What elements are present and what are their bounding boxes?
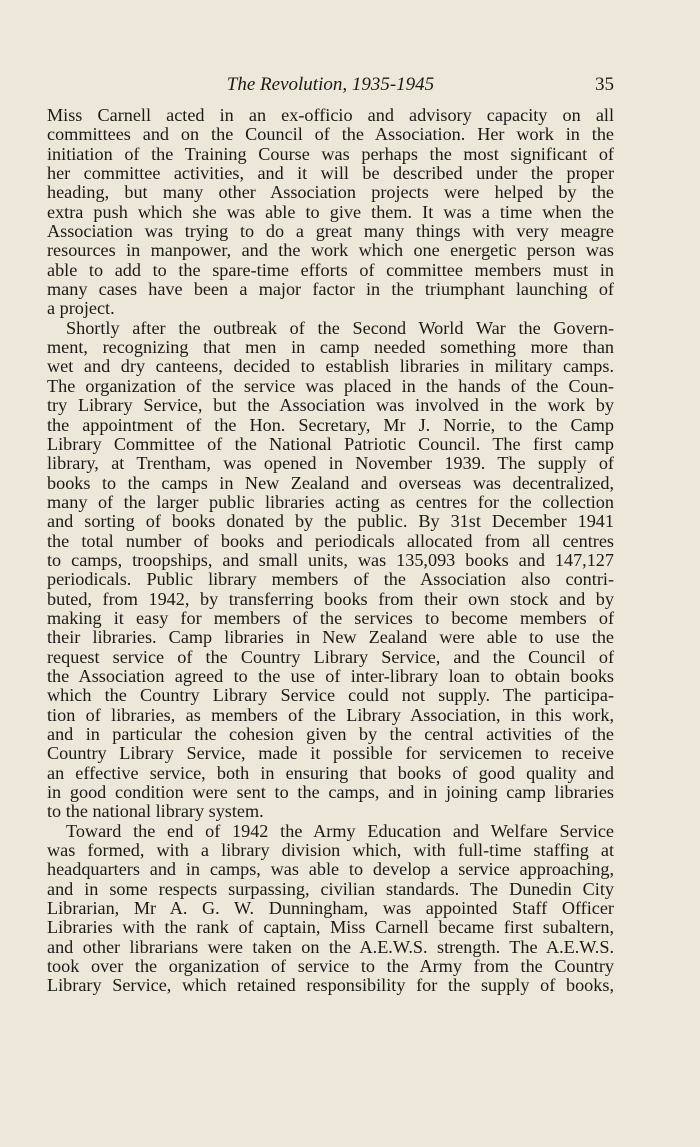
- text-line: buted, from 1942, by transferring books from their own stock and by: [47, 588, 614, 609]
- text-line: extra push which she was able to give them. It was a time when the: [47, 201, 614, 222]
- text-line-paragraph-start: Shortly after the outbreak of the Second World War the Govern-: [66, 317, 614, 338]
- text-line: and sorting of books donated by the public. By 31st December 1941: [47, 511, 614, 532]
- text-line: and in particular the cohesion given by the central activities of the: [47, 724, 614, 744]
- text-line: committees and on the Council of the Association. Her work in the: [47, 124, 614, 145]
- running-title: The Revolution, 1935-1945: [226, 74, 435, 95]
- text-line: an effective service, both in ensuring that books of good quality and: [47, 762, 614, 783]
- text-line: request service of the Country Library Service, and the Council of: [47, 646, 614, 667]
- text-line: took over the organization of service to the Army from the Country: [47, 956, 614, 977]
- text-line: Library Service, which retained responsibility for the supply of books,: [47, 975, 614, 996]
- text-line: Association was trying to do a great many things with very meagre: [47, 221, 614, 242]
- text-line: headquarters and in camps, was able to develop a service approaching,: [47, 859, 614, 880]
- text-line: in good condition were sent to the camps, and in joining camp libraries: [47, 782, 614, 803]
- text-line: her committee activities, and it will be described under the proper: [47, 163, 614, 184]
- text-line: many of the larger public libraries acting as centres for the collection: [47, 491, 614, 512]
- text-line: heading, but many other Association projects were helped by the: [47, 182, 614, 203]
- text-line: to camps, troopships, and small units, was 135,093 books and 147,127: [47, 549, 614, 570]
- text-line: was formed, with a library division which, with full-time staffing at: [47, 840, 614, 861]
- text-line: periodicals. Public library members of the Association also contri-: [47, 569, 614, 590]
- text-line-paragraph-end: a project.: [47, 298, 115, 319]
- text-line: the appointment of the Hon. Secretary, Mr J. Norrie, to the Camp: [47, 414, 614, 435]
- text-line: and in some respects surpassing, civilian standards. The Dunedin City: [47, 878, 614, 899]
- text-line: ment, recognizing that men in camp needed something more than: [47, 337, 614, 358]
- page-number: 35: [595, 74, 614, 95]
- text-line: their libraries. Camp libraries in New Zealand were able to use the: [47, 627, 614, 648]
- text-line: able to add to the spare-time efforts of committee members must in: [47, 259, 614, 280]
- text-line: the total number of books and periodicals allocated from all centres: [47, 530, 614, 551]
- text-line: Country Library Service, made it possible for servicemen to receive: [47, 743, 614, 764]
- text-line: books to the camps in New Zealand and overseas was decentralized,: [47, 472, 614, 493]
- text-line: Librarian, Mr A. G. W. Dunningham, was appointed Staff Officer: [47, 898, 614, 919]
- text-line: try Library Service, but the Association was involved in the work by: [47, 395, 614, 416]
- text-line: many cases have been a major factor in the triumphant launching of: [47, 279, 614, 300]
- text-line: Libraries with the rank of captain, Miss Carnell became first subaltern,: [47, 917, 614, 938]
- text-line: and other librarians were taken on the A.E.W.S. strength. The A.E.W.S.: [47, 936, 614, 957]
- text-line: The organization of the service was placed in the hands of the Coun-: [47, 375, 614, 396]
- text-line: making it easy for members of the services to become members of: [47, 607, 614, 628]
- running-head: [47, 73, 614, 97]
- text-line: library, at Trentham, was opened in November 1939. The supply of: [47, 453, 614, 474]
- text-line: resources in manpower, and the work which one energetic person was: [47, 240, 614, 261]
- text-line: Library Committee of the National Patriotic Council. The first camp: [47, 433, 614, 454]
- text-line: wet and dry canteens, decided to establish libraries in military camps.: [47, 356, 614, 377]
- text-line: tion of libraries, as members of the Library Association, in this work,: [47, 704, 614, 725]
- text-line: Miss Carnell acted in an ex-officio and advisory capacity on all: [47, 105, 614, 125]
- body-text: [47, 106, 614, 996]
- text-line-paragraph-end: to the national library system.: [47, 801, 264, 822]
- text-line-paragraph-start: Toward the end of 1942 the Army Education and Welfare Service: [66, 820, 614, 841]
- text-line: which the Country Library Service could not supply. The participa-: [47, 685, 614, 706]
- text-line: the Association agreed to the use of inter-library loan to obtain books: [47, 665, 614, 686]
- text-line: initiation of the Training Course was perhaps the most significant of: [47, 143, 614, 164]
